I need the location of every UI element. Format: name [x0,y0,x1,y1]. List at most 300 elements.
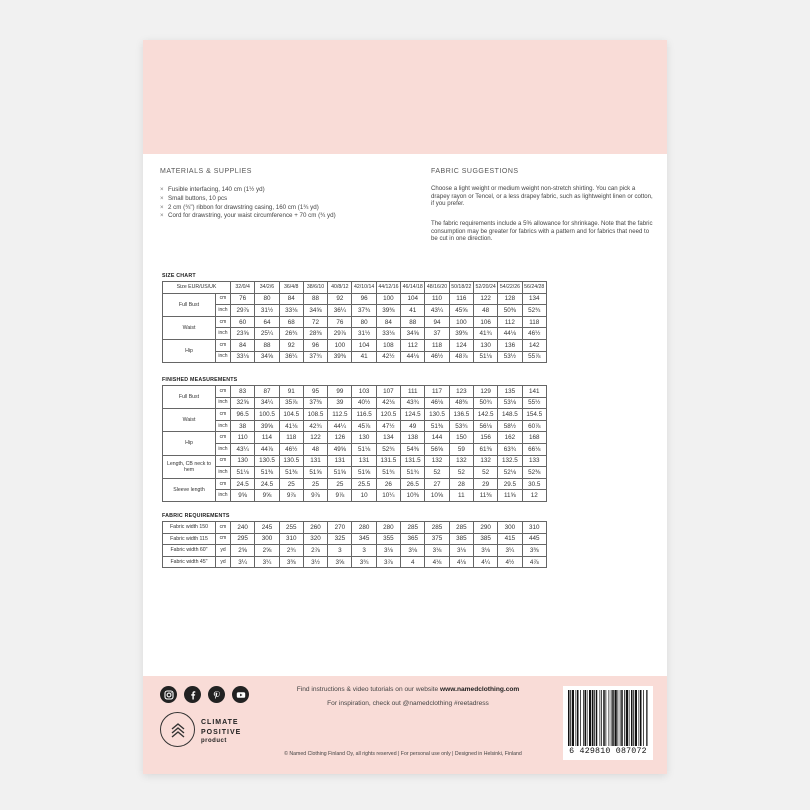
value-cell: 33⅛ [376,328,400,340]
value-cell: 124.5 [401,409,425,421]
value-cell: 310 [279,533,303,545]
value-cell: 4⅞ [522,556,546,568]
value-cell: 88 [303,293,327,305]
value-cell: 29⅞ [328,328,352,340]
barcode-bar [621,690,623,746]
unit-cell: cm [216,478,231,490]
copyright-line: © Named Clothing Finland Oy, all rights reserved | For personal use only | Designed in Helsinki, Finland [284,751,522,757]
value-cell: 123 [449,386,473,398]
size-header-cell: 48/16/20 [425,282,449,294]
value-cell: 144 [425,432,449,444]
value-cell: 44⅛ [401,351,425,363]
value-cell: 106 [473,316,497,328]
value-cell: 49⅝ [328,443,352,455]
value-cell: 84 [376,316,400,328]
value-cell: 154.5 [522,409,546,421]
value-cell: 4⅛ [425,556,449,568]
value-cell: 132 [449,455,473,467]
value-cell: 56⅛ [473,420,497,432]
materials-list [160,186,336,221]
barcode-bar [583,690,584,746]
value-cell: 52⅛ [498,467,522,479]
size-header-cell: 40/8/12 [328,282,352,294]
table-row [163,533,547,545]
value-cell: 136.5 [449,409,473,421]
value-cell: 112.5 [328,409,352,421]
value-cell: 131 [352,455,376,467]
value-cell: 168 [522,432,546,444]
value-cell: 3¾ [352,556,376,568]
value-cell: 51⅜ [279,467,303,479]
barcode-bar [639,690,640,746]
finished-measurements-table [162,385,547,502]
value-cell: 130.5 [279,455,303,467]
barcode-bar [587,690,588,746]
fabric-width-label: Fabric width 150 [163,522,216,534]
barcode-bars [568,690,648,746]
value-cell: 92 [328,293,352,305]
measurement-label: Sleeve length [163,478,216,501]
value-cell: 260 [303,522,327,534]
website-link[interactable]: www.namedclothing.com [440,686,520,693]
unit-cell: inch [216,490,231,502]
unit-cell: cm [216,522,231,534]
value-cell: 37 [425,328,449,340]
value-cell: 3⅛ [425,545,449,557]
unit-cell: cm [216,455,231,467]
value-cell: 3⅝ [328,556,352,568]
value-cell: 29.5 [498,478,522,490]
barcode-bar [572,690,574,746]
value-cell: 285 [425,522,449,534]
value-cell: 107 [376,386,400,398]
value-cell: 51⅜ [425,420,449,432]
value-cell: 108 [376,339,400,351]
value-cell: 130.5 [255,455,279,467]
value-cell: 23⅝ [231,328,255,340]
value-cell: 10¼ [376,490,400,502]
value-cell: 3⅜ [522,545,546,557]
barcode-bar [631,690,633,746]
table-row [163,409,547,421]
value-cell: 28⅜ [303,328,327,340]
value-cell: 156 [473,432,497,444]
value-cell: 148.5 [498,409,522,421]
fabric-requirements-title: FABRIC REQUIREMENTS [162,513,230,519]
value-cell: 43¼ [231,443,255,455]
value-cell: 36¼ [328,305,352,317]
value-cell: 87 [255,386,279,398]
value-cell: 10⅝ [425,490,449,502]
value-cell: 41 [352,351,376,363]
value-cell: 64 [255,316,279,328]
value-cell: 25 [328,478,352,490]
value-cell: 37¾ [303,351,327,363]
barcode-bar [596,690,598,746]
value-cell: 56⅝ [425,443,449,455]
value-cell: 84 [231,339,255,351]
value-cell: 39 [328,397,352,409]
size-chart-title: SIZE CHART [162,273,196,279]
value-cell: 31½ [255,305,279,317]
value-cell: 285 [401,522,425,534]
value-cell: 134 [376,432,400,444]
climate-positive-label: CLIMATE POSITIVE product [201,719,242,744]
value-cell: 48 [303,443,327,455]
value-cell: 44⅞ [255,443,279,455]
value-cell: 83 [231,386,255,398]
table-row [163,305,547,317]
barcode-bar [615,690,617,746]
barcode-bar [611,690,612,746]
value-cell: 27 [425,478,449,490]
value-cell: 42½ [376,351,400,363]
value-cell: 88 [401,316,425,328]
barcode-bar [568,690,570,746]
value-cell: 52¾ [522,305,546,317]
value-cell: 445 [522,533,546,545]
value-cell: 240 [231,522,255,534]
value-cell: 50⅜ [498,305,522,317]
value-cell: 51⅝ [352,467,376,479]
table-row [163,293,547,305]
value-cell: 114 [255,432,279,444]
fabric-width-label: Fabric width 45" [163,556,216,568]
value-cell: 245 [255,522,279,534]
value-cell: 50¾ [473,397,497,409]
fabric-suggestions-heading: FABRIC SUGGESTIONS [431,168,519,175]
size-header-cell: 50/18/22 [449,282,473,294]
table-row [163,478,547,490]
barcode-bar [618,690,619,746]
unit-cell: inch [216,420,231,432]
bullet-icon: × [160,186,164,193]
table-row [163,443,547,455]
value-cell: 415 [498,533,522,545]
finished-measurements-title: FINISHED MEASUREMENTS [162,377,238,383]
value-cell: 120.5 [376,409,400,421]
value-cell: 130 [352,432,376,444]
value-cell: 37⅜ [303,397,327,409]
value-cell: 116.5 [352,409,376,421]
value-cell: 96.5 [231,409,255,421]
value-cell: 51¾ [376,467,400,479]
fabric-suggestions-text: Choose a light weight or medium weight non-stretch shirting. You can pick a drapey rayon or Tencel, or a less drapey fabric, such as lightweight linen or cotton, if you prefer. [431,185,653,208]
value-cell: 28 [449,478,473,490]
barcode-bar [646,690,647,746]
value-cell: 72 [303,316,327,328]
value-cell: 4⅛ [449,556,473,568]
value-cell: 129 [473,386,497,398]
value-cell: 117 [425,386,449,398]
value-cell: 51⅝ [328,467,352,479]
value-cell: 3⅜ [279,556,303,568]
website-info: Find instructions & video tutorials on our website www.namedclothing.com [296,686,520,693]
value-cell: 103 [352,386,376,398]
value-cell: 3 [328,545,352,557]
value-cell: 128 [498,293,522,305]
barcode-bar [594,690,595,746]
pattern-back-page [143,40,667,774]
barcode-bar [592,690,594,746]
value-cell: 25¼ [255,328,279,340]
value-cell: 24.5 [255,478,279,490]
value-cell: 385 [473,533,497,545]
materials-item: × Small buttons, 10 pcs [160,194,228,202]
value-cell: 41¾ [473,328,497,340]
value-cell: 132 [425,455,449,467]
value-cell: 53½ [498,351,522,363]
value-cell: 142 [522,339,546,351]
unit-cell: inch [216,328,231,340]
value-cell: 33⅛ [231,351,255,363]
value-cell: 9⅞ [279,490,303,502]
fabric-requirements-table [162,521,547,568]
measurement-label: Waist [163,316,216,339]
barcode-bar [577,690,579,746]
unit-cell: cm [216,316,231,328]
barcode-bar [640,690,642,746]
value-cell: 2⅞ [303,545,327,557]
materials-item: × 2 cm (¾") ribbon for drawstring casing, 160 cm (1¾ yd) [160,203,319,211]
value-cell: 29⅞ [231,305,255,317]
barcode-bar [609,690,610,746]
value-cell: 2⅝ [255,545,279,557]
value-cell: 26.5 [401,478,425,490]
size-header-cell: 38/6/10 [303,282,327,294]
value-cell: 43¾ [401,397,425,409]
barcode-bar [624,690,625,746]
value-cell: 141 [522,386,546,398]
unit-cell: cm [216,409,231,421]
value-cell: 111 [401,386,425,398]
value-cell: 108.5 [303,409,327,421]
value-cell: 118 [425,339,449,351]
barcode-bar [601,690,602,746]
value-cell: 295 [231,533,255,545]
value-cell: 130 [231,455,255,467]
value-cell: 135 [498,386,522,398]
value-cell: 52⅜ [522,467,546,479]
materials-item: × Cord for drawstring, your waist circumference + 70 cm (¾ yd) [160,212,336,220]
value-cell: 3⅛ [449,545,473,557]
instagram-icon[interactable] [160,686,177,703]
barcode-bar [570,690,571,746]
value-cell: 112 [401,339,425,351]
value-cell: 52 [473,467,497,479]
value-cell: 3⅛ [473,545,497,557]
value-cell: 99 [328,386,352,398]
size-header-cell: 42/10/14 [352,282,376,294]
value-cell: 150 [449,432,473,444]
value-cell: 51⅜ [255,467,279,479]
value-cell: 76 [328,316,352,328]
size-header-cell: 56/24/28 [522,282,546,294]
fabric-allowance-note: The fabric requirements include a 5% allowance for shrinkage. Note that the fabric consumption may be greater for fabrics with a pattern and for fabrics that need to be cut in one direction. [431,220,653,243]
value-cell: 116 [449,293,473,305]
value-cell: 3¼ [498,545,522,557]
value-cell: 46⅛ [425,397,449,409]
value-cell: 25 [279,478,303,490]
value-cell: 142.5 [473,409,497,421]
barcode-bar [576,690,577,746]
measurement-label: Hip [163,339,216,362]
value-cell: 60⅞ [522,420,546,432]
value-cell: 285 [449,522,473,534]
value-cell: 104.5 [279,409,303,421]
value-cell: 300 [255,533,279,545]
value-cell: 122 [473,293,497,305]
barcode-bar [600,690,601,746]
materials-heading: MATERIALS & SUPPLIES [160,168,252,175]
value-cell: 38 [231,420,255,432]
barcode-number: 6 429810 087072 [569,747,647,756]
unit-cell: cm [216,386,231,398]
value-cell: 53¾ [449,420,473,432]
bullet-icon: × [160,203,164,211]
barcode-bar [612,690,614,746]
value-cell: 34⅝ [303,305,327,317]
barcode [563,686,653,760]
value-cell: 3 [352,545,376,557]
barcode-bar [635,690,637,746]
value-cell: 55½ [522,397,546,409]
value-cell: 100 [376,293,400,305]
barcode-bar [620,690,621,746]
table-row [163,556,547,568]
table-row [163,522,547,534]
value-cell: 9⅞ [328,490,352,502]
value-cell: 94 [425,316,449,328]
value-cell: 100.5 [255,409,279,421]
value-cell: 80 [352,316,376,328]
unit-cell: cm [216,293,231,305]
size-header-cell: 36/4/8 [279,282,303,294]
table-header-row [163,282,547,294]
value-cell: 44¼ [328,420,352,432]
value-cell: 45⅝ [449,305,473,317]
value-cell: 3¼ [255,556,279,568]
value-cell: 42¾ [303,420,327,432]
unit-cell: inch [216,305,231,317]
value-cell: 100 [449,316,473,328]
value-cell: 355 [376,533,400,545]
table-row [163,432,547,444]
size-header-cell: 44/12/16 [376,282,400,294]
value-cell: 4¼ [473,556,497,568]
pinterest-icon[interactable] [208,686,225,703]
value-cell: 11⅜ [473,490,497,502]
value-cell: 4½ [498,556,522,568]
value-cell: 51⅝ [303,467,327,479]
value-cell: 52 [449,467,473,479]
value-cell: 138 [401,432,425,444]
value-cell: 46½ [425,351,449,363]
value-cell: 80 [255,293,279,305]
value-cell: 26¾ [279,328,303,340]
value-cell: 10 [352,490,376,502]
value-cell: 42⅛ [376,397,400,409]
unit-cell: cm [216,533,231,545]
value-cell: 136 [498,339,522,351]
value-cell: 320 [303,533,327,545]
unit-cell: yd [216,556,231,568]
value-cell: 118 [279,432,303,444]
value-cell: 88 [255,339,279,351]
value-cell: 280 [352,522,376,534]
value-cell: 3⅞ [376,556,400,568]
value-cell: 51¾ [401,467,425,479]
value-cell: 51⅛ [231,467,255,479]
value-cell: 91 [279,386,303,398]
measurement-label: Full Bust [163,386,216,409]
value-cell: 365 [401,533,425,545]
value-cell: 110 [231,432,255,444]
barcode-bar [580,690,581,746]
value-cell: 25 [303,478,327,490]
value-cell: 95 [303,386,327,398]
youtube-icon[interactable] [232,686,249,703]
table-row [163,351,547,363]
fabric-width-label: Fabric width 60" [163,545,216,557]
value-cell: 33⅛ [279,305,303,317]
value-cell: 34⅝ [255,351,279,363]
size-header-cell: 46/14/18 [401,282,425,294]
value-cell: 100 [328,339,352,351]
value-cell: 134 [522,293,546,305]
value-cell: 11 [449,490,473,502]
size-header-cell: 34/2/6 [255,282,279,294]
value-cell: 3⅛ [401,545,425,557]
value-cell: 49 [401,420,425,432]
value-cell: 131.5 [376,455,400,467]
value-cell: 300 [498,522,522,534]
facebook-icon[interactable] [184,686,201,703]
value-cell: 124 [449,339,473,351]
value-cell: 9⅝ [231,490,255,502]
value-cell: 36¼ [279,351,303,363]
value-cell: 11⅝ [498,490,522,502]
size-header-label: Size EUR/US/UK [163,282,231,294]
value-cell: 270 [328,522,352,534]
unit-cell: inch [216,351,231,363]
value-cell: 10⅜ [401,490,425,502]
value-cell: 40½ [352,397,376,409]
value-cell: 126 [328,432,352,444]
value-cell: 26 [376,478,400,490]
value-cell: 290 [473,522,497,534]
table-row [163,420,547,432]
value-cell: 39⅜ [376,305,400,317]
value-cell: 45⅞ [352,420,376,432]
size-header-cell: 54/22/26 [498,282,522,294]
value-cell: 3½ [303,556,327,568]
value-cell: 104 [352,339,376,351]
value-cell: 32⅝ [231,397,255,409]
value-cell: 2¾ [279,545,303,557]
value-cell: 47½ [376,420,400,432]
value-cell: 34¼ [255,397,279,409]
value-cell: 61⅜ [473,443,497,455]
value-cell: 310 [522,522,546,534]
top-pink-band [143,40,667,154]
value-cell: 63¾ [498,443,522,455]
value-cell: 58½ [498,420,522,432]
value-cell: 34⅝ [401,328,425,340]
value-cell: 54⅜ [401,443,425,455]
value-cell: 12 [522,490,546,502]
value-cell: 76 [231,293,255,305]
